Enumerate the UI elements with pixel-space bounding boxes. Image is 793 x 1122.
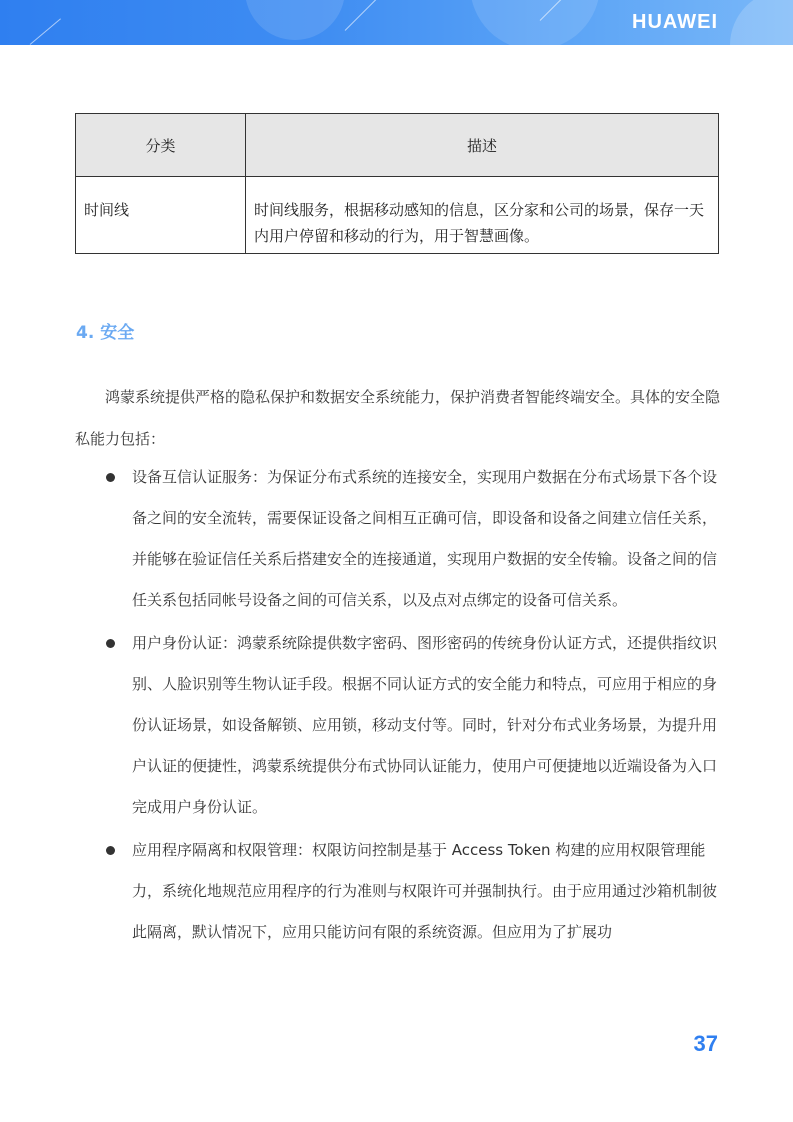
table-header-description: 描述	[246, 114, 719, 177]
list-item-text: 设备互信认证服务：为保证分布式系统的连接安全，实现用户数据在分布式场景下各个设备之间的安全流转，需要保证设备之间相互正确可信，即设备和设备之间建立信任关系，并能够在验证信任关系后搭建安全的连接通道，实现用户数据的安全传输。设备之间的信任关系包括同帐号设备之间的可信关系，以及点对点绑定的设备可信关系。	[132, 468, 718, 609]
list-item	[75, 457, 720, 621]
list-item	[75, 623, 720, 828]
bullet-icon	[106, 473, 115, 482]
table-row	[76, 177, 719, 254]
info-table	[75, 113, 719, 254]
banner-decor-circle	[470, 0, 600, 45]
page-number: 37	[693, 1031, 718, 1056]
bullet-list	[75, 457, 720, 955]
table-cell-description: 时间线服务，根据移动感知的信息，区分家和公司的场景，保存一天内用户停留和移动的行为，用于智慧画像。	[246, 177, 719, 254]
banner-decor-line	[345, 0, 378, 31]
list-item-text: 应用程序隔离和权限管理：权限访问控制是基于 Access Token 构建的应用权限管理能力，系统化地规范应用程序的行为准则与权限许可并强制执行。由于应用通过沙箱机制彼此隔离，默认情况下，应用只能访问有限的系统资源。但应用为了扩展功	[132, 841, 718, 941]
bullet-icon	[106, 846, 115, 855]
banner-decor-circle	[245, 0, 345, 40]
intro-paragraph: 鸿蒙系统提供严格的隐私保护和数据安全系统能力，保护消费者智能终端安全。具体的安全隐私能力包括：	[75, 388, 721, 448]
section-title: 4. 安全	[76, 323, 135, 343]
bullet-icon	[106, 639, 115, 648]
table-cell-category: 时间线	[76, 177, 246, 254]
header-banner	[0, 0, 793, 45]
huawei-logo: HUAWEI	[632, 11, 718, 33]
banner-decor-circle	[730, 0, 793, 45]
list-item-text: 用户身份认证：鸿蒙系统除提供数字密码、图形密码的传统身份认证方式，还提供指纹识别、人脸识别等生物认证手段。根据不同认证方式的安全能力和特点，可应用于相应的身份认证场景，如设备解锁、应用锁，移动支付等。同时，针对分布式业务场景，为提升用户认证的便捷性，鸿蒙系统提供分布式协同认证能力，使用户可便捷地以近端设备为入口完成用户身份认证。	[132, 634, 718, 816]
table-header-row	[76, 114, 719, 177]
table-header-category: 分类	[76, 114, 246, 177]
banner-decor-line	[30, 18, 61, 44]
list-item	[75, 830, 720, 953]
